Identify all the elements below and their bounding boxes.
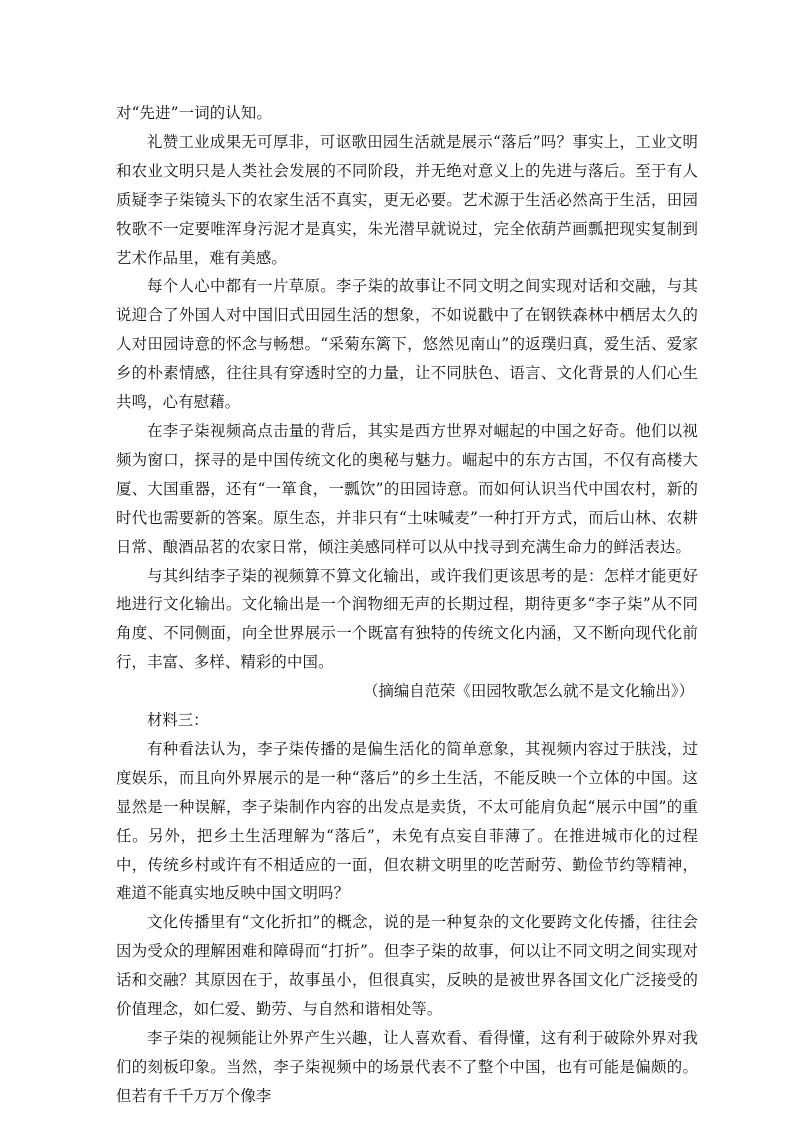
paragraph: 礼赞工业成果无可厚非，可讴歌田园生活就是展示“落后”吗？事实上，工业文明和农业文明只是人类社会发展的不同阶段，并无绝对意义上的先进与落后。至于有人质疑李子柒镜头下的农家生活不真实，更无必要。艺术源于生活必然高于生活，田园牧歌不一定要唯浑身污泥才是真实，朱光潜早就说过，完全依葫芦画瓢把现实复制到艺术作品里，难有美感。 bbox=[116, 132, 698, 267]
paragraph: 有种看法认为，李子柒传播的是偏生活化的简单意象，其视频内容过于肤浅，过度娱乐，而且向外界展示的是一种“落后”的乡土生活，不能反映一个立体的中国。这显然是一种误解，李子柒制作内容的出发点是卖货，不太可能肩负起“展示中国”的重任。另外，把乡土生活理解为“落后”，未免有点妄自菲薄了。在推进城市化的过程中，传统乡村或许有不相适应的一面，但农耕文明里的吃苦耐劳、勤俭节约等精神，难道不能真实地反映中国文明吗？ bbox=[116, 739, 698, 903]
paragraph: 每个人心中都有一片草原。李子柒的故事让不同文明之间实现对话和交融，与其说迎合了外国人对中国旧式田园生活的想象，不如说戳中了在钢铁森林中栖居太久的人对田园诗意的怀念与畅想。“采菊东篱下，悠然见南山”的返璞归真，爱生活、爱家乡的朴素情感，往往具有穿透时空的力量，让不同肤色、语言、文化背景的人们心生共鸣，心有慰藉。 bbox=[116, 277, 698, 412]
paragraph: 李子柒的视频能让外界产生兴趣，让人喜欢看、看得懂，这有利于破除外界对我们的刻板印象。当然，李子柒视频中的场景代表不了整个中国，也有可能是偏颇的。但若有千千万万个像李 bbox=[116, 1029, 698, 1105]
paragraph: 文化传播里有“文化折扣”的概念，说的是一种复杂的文化要跨文化传播，往往会因为受众的理解困难和障碍而“打折”。但李子柒的故事，何以让不同文明之间实现对话和交融？其原因在于，故事虽小，但很真实，反映的是被世界各国文化广泛接受的价值理念，如仁爱、勤劳、与自然和谐相处等。 bbox=[116, 913, 698, 1019]
paragraph-fragment: 对“先进”一词的认知。 bbox=[116, 104, 272, 122]
source-citation: （摘编自范荣《田园牧歌怎么就不是文化输出》） bbox=[363, 682, 694, 701]
paragraph: 与其纠结李子柒的视频算不算文化输出，或许我们更该思考的是：怎样才能更好地进行文化输出。文化输出是一个润物细无声的长期过程，期待更多“李子柒”从不同角度、不同侧面，向全世界展示一个既富有独特的传统文化内涵，又不断向现代化前行，丰富、多样、精彩的中国。 bbox=[116, 566, 698, 672]
paragraph: 在李子柒视频高点击量的背后，其实是西方世界对崛起的中国之好奇。他们以视频为窗口，探寻的是中国传统文化的奥秘与魅力。崛起中的东方古国，不仅有高楼大厦、大国重器，还有“一箪食，一瓢饮”的田园诗意。而如何认识当代中国农村，新的时代也需要新的答案。原生态，并非只有“土味喊麦”一种打开方式，而后山林、农耕日常、酿酒品茗的农家日常，倾注美感同样可以从中找寻到充满生命力的鲜活表达。 bbox=[116, 421, 698, 556]
section-heading: 材料三： bbox=[147, 711, 209, 730]
document-body bbox=[116, 99, 698, 1111]
